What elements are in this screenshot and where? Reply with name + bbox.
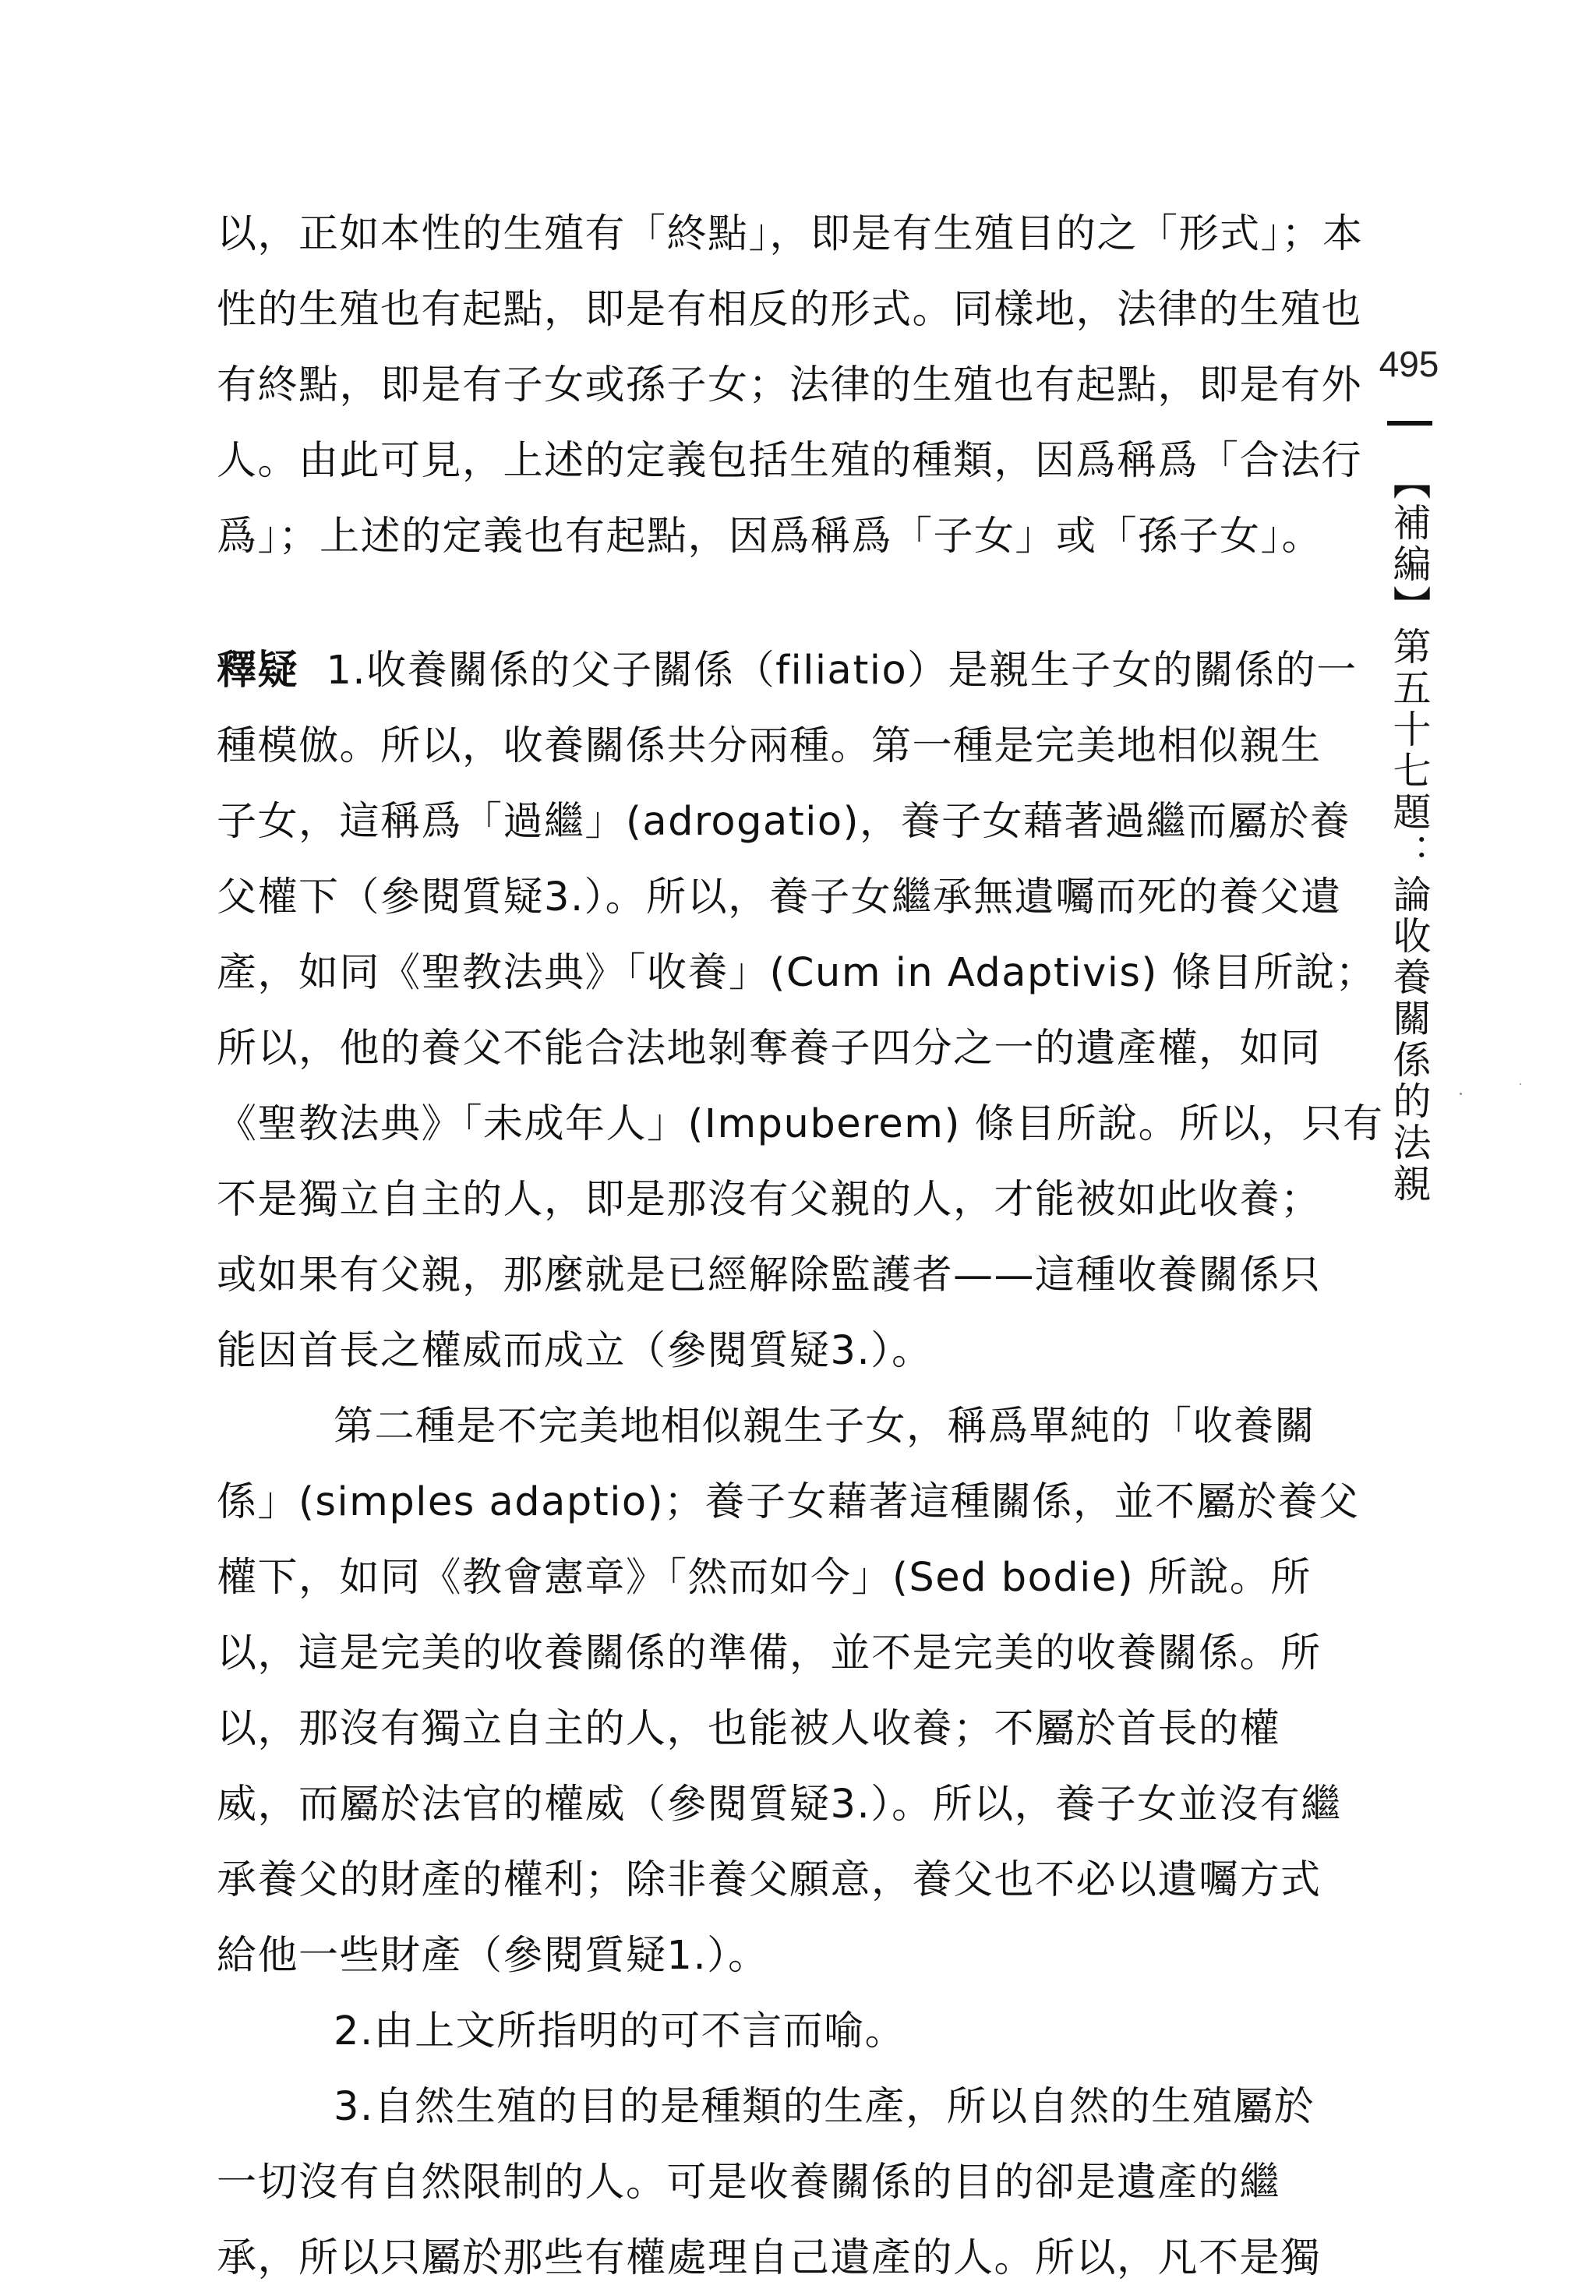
paragraph-second-kind (217, 1389, 1360, 1994)
page-number: 495 (1379, 344, 1439, 384)
text-line: 產，如同《聖教法典》「收養」(Cum in Adaptivis) 條目所說； (217, 950, 1377, 996)
text-line: 有終點，即是有子女或孫子女；法律的生殖也有起點，即是有外 (217, 362, 1363, 408)
text-line: 給他一些財產（參閱質疑1.）。 (217, 1933, 769, 1979)
text-line: 權下，如同《教會憲章》「然而如今」(Sed bodie) 所說。所 (217, 1555, 1312, 1601)
text-line: 承，所以只屬於那些有權處理自己遺產的人。所以，凡不是獨 (217, 2235, 1322, 2281)
text-line: 種模倣。所以，收養關係共分兩種。第一種是完美地相似親生 (217, 723, 1322, 769)
text-line: 第二種是不完美地相似親生子女，稱爲單純的「收養關 (334, 1404, 1316, 1450)
scan-speck (1520, 1083, 1521, 1085)
header-rule (1387, 421, 1432, 426)
text-line: 爲」；上述的定義也有起點，因爲稱爲「子女」或「孫子女」。 (217, 514, 1323, 560)
text-line: 或如果有父親，那麼就是已經解除監護者——這種收養關係只 (217, 1252, 1322, 1298)
scan-speck (1460, 1093, 1462, 1095)
text-line-content: 1.收養關係的父子關係（filiatio）是親生子女的關係的一 (298, 648, 1358, 694)
text-line: 2.由上文所指明的可不言而喻。 (334, 2008, 906, 2054)
paragraph-reply-2 (217, 1994, 1329, 2069)
text-line: 《聖教法典》「未成年人」(Impuberem) 條目所說。所以，只有 (217, 1101, 1384, 1147)
paragraph-reply-to-objections (217, 633, 1384, 1389)
text-line: 人。由此可見，上述的定義包括生殖的種類，因爲稱爲「合法行 (217, 438, 1363, 484)
paragraph-reply-3 (217, 2069, 1329, 2296)
text-line (217, 633, 1358, 708)
text-line: 父權下（參閱質疑3.）。所以，養子女繼承無遺囑而死的養父遺 (217, 874, 1342, 920)
text-line: 3.自然生殖的目的是種類的生產，所以自然的生殖屬於 (334, 2084, 1315, 2130)
reply-heading: 釋疑 (217, 648, 299, 694)
section-gap (217, 574, 1329, 633)
body-text (217, 196, 1384, 2296)
text-line: 性的生殖也有起點，即是有相反的形式。同樣地，法律的生殖也 (217, 287, 1363, 333)
text-line: 係」(simples adaptio)；養子女藉著這種關係，並不屬於養父 (217, 1479, 1360, 1525)
text-line: 不是獨立自主的人，即是那沒有父親的人，才能被如此收養； (217, 1177, 1322, 1223)
text-line: 威，而屬於法官的權威（參閱質疑3.）。所以，養子女並沒有繼 (217, 1782, 1342, 1828)
text-line: 子女，這稱爲「過繼」(adrogatio)，養子女藉著過繼而屬於養 (217, 799, 1351, 845)
text-line: 以，正如本性的生殖有「終點」，即是有生殖目的之「形式」；本 (217, 211, 1364, 257)
paragraph-1 (217, 196, 1364, 574)
text-line: 以，那沒有獨立自主的人，也能被人收養；不屬於首長的權 (217, 1706, 1281, 1752)
text-line: 一切沒有自然限制的人。可是收養關係的目的卻是遺產的繼 (217, 2160, 1281, 2206)
running-head: 【補編】第五十七題：論收養關係的法親 (1387, 461, 1432, 1205)
text-line: 以，這是完美的收養關係的準備，並不是完美的收養關係。所 (217, 1630, 1322, 1676)
text-line: 能因首長之權威而成立（參閱質疑3.）。 (217, 1328, 933, 1374)
text-line: 承養父的財產的權利；除非養父願意，養父也不必以遺囑方式 (217, 1857, 1322, 1903)
text-line: 所以，他的養父不能合法地剝奪養子四分之一的遺產權，如同 (217, 1026, 1322, 1072)
